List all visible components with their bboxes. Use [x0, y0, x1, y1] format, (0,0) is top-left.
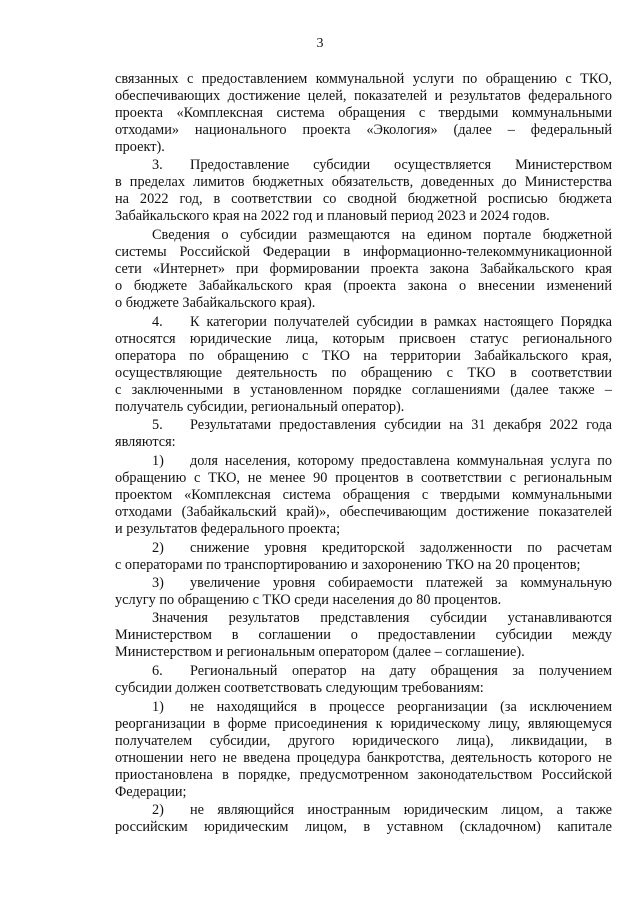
- text-line: Сведения о субсидии размещаются на едином портале бюджетной: [152, 227, 612, 243]
- item-number: 1): [152, 699, 164, 715]
- text-line: сети «Интернет» при формировании проекта закона Забайкальского края: [115, 261, 612, 277]
- page-number: 3: [316, 36, 324, 51]
- item-number: 6.: [152, 663, 163, 679]
- text-line: системы Российской Федерации в информационно-телекоммуникационной: [115, 244, 612, 260]
- text-line: отходами (Забайкальский край)», обеспечивающим достижение показателей: [115, 504, 612, 520]
- text-line: проект).: [115, 139, 165, 155]
- text-line: увеличение уровня собираемости платежей за коммунальную: [190, 575, 612, 591]
- text-line: и результатов федерального проекта;: [115, 521, 341, 537]
- text-line: осуществляющие деятельность по обращению с ТКО в соответствии: [115, 365, 612, 381]
- text-line: о бюджете Забайкальского края (проекта закона о внесении изменений: [115, 278, 612, 294]
- item-number: 2): [152, 540, 164, 556]
- text-line: К категории получателей субсидии в рамках настоящего Порядка: [190, 314, 612, 330]
- text-line: Значения результатов представления субсидии устанавливаются: [152, 610, 612, 626]
- text-line: не являющийся иностранным юридическим лицом, а также: [190, 802, 612, 818]
- text-line: Министерством и региональным оператором (далее – соглашение).: [115, 644, 525, 660]
- text-line: получатель субсидии, региональный оператор).: [115, 399, 405, 415]
- text-line: доля населения, которому предоставлена коммунальная услуга по: [190, 453, 612, 469]
- text-line: Региональный оператор на дату обращения за получением: [190, 663, 612, 679]
- text-line: услугу по обращению с ТКО среди населения до 80 процентов.: [115, 592, 502, 608]
- text-line: субсидии должен соответствовать следующим требованиям:: [115, 680, 484, 696]
- text-line: получателем субсидии, другого юридического лица), ликвидации, в: [115, 733, 612, 749]
- item-number: 4.: [152, 314, 163, 330]
- text-line: в пределах лимитов бюджетных обязательств, доведенных до Министерства: [115, 174, 612, 190]
- text-line: отходами» национального проекта «Экология» (далее – федеральный: [115, 122, 612, 138]
- text-line: приостановлена в порядке, предусмотренном законодательством Российской: [115, 767, 612, 783]
- text-line: отношении него не введена процедура банкротства, деятельность которого не: [115, 750, 612, 766]
- item-number: 2): [152, 802, 164, 818]
- item-number: 5.: [152, 417, 163, 433]
- text-line: проектом «Комплексная система обращения с твердыми коммунальными: [115, 487, 612, 503]
- text-line: о бюджете Забайкальского края).: [115, 295, 316, 311]
- text-line: реорганизации в форме присоединения к юридическому лицу, являющемуся: [115, 716, 612, 732]
- item-number: 1): [152, 453, 164, 469]
- text-line: Федерации;: [115, 784, 187, 800]
- item-number: 3): [152, 575, 164, 591]
- text-line: относятся юридические лица, которым присвоен статус регионального: [115, 331, 612, 347]
- text-line: снижение уровня кредиторской задолженности по расчетам: [190, 540, 612, 556]
- text-line: Забайкальского края на 2022 год и плановый период 2023 и 2024 годов.: [115, 208, 550, 224]
- text-line: Министерством в соглашении о предоставлении субсидии между: [115, 627, 612, 643]
- text-line: связанных с предоставлением коммунальной услуги по обращению с ТКО,: [115, 71, 612, 87]
- text-line: оператора по обращению с ТКО на территории Забайкальского края,: [115, 348, 612, 364]
- text-line: являются:: [115, 434, 176, 450]
- text-line: с операторами по транспортированию и захоронению ТКО на 20 процентов;: [115, 557, 581, 573]
- text-line: обращению с ТКО, не менее 90 процентов в соответствии с региональным: [115, 470, 612, 486]
- text-line: обеспечивающих достижение целей, показателей и результатов федерального: [115, 88, 612, 104]
- text-line: Предоставление субсидии осуществляется Министерством: [190, 157, 612, 173]
- text-line: Результатами предоставления субсидии на 31 декабря 2022 года: [190, 417, 612, 433]
- text-line: не находящийся в процессе реорганизации (за исключением: [190, 699, 612, 715]
- text-line: на 2022 год, в соответствии со сводной бюджетной росписью бюджета: [115, 191, 612, 207]
- text-line: с заключенными в установленном порядке соглашениями (далее также –: [115, 382, 612, 398]
- text-line: проекта «Комплексная система обращения с твердыми коммунальными: [115, 105, 612, 121]
- text-line: российским юридическим лицом, в уставном (складочном) капитале: [115, 819, 612, 835]
- item-number: 3.: [152, 157, 163, 173]
